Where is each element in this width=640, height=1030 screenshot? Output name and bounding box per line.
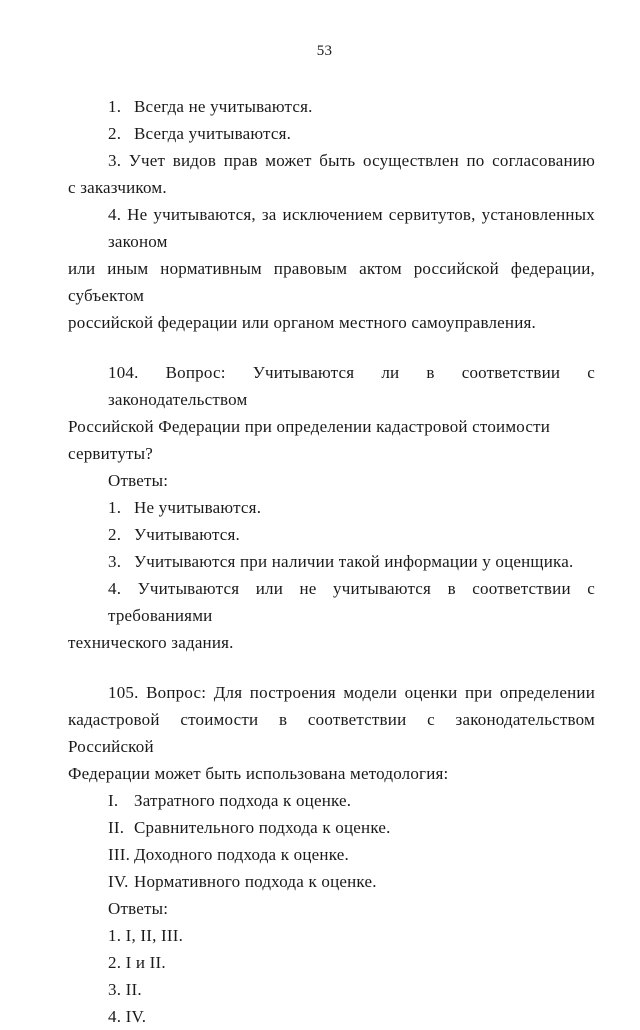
text-line: российской федерации или органом местного самоуправления.	[68, 313, 536, 332]
line-text: Всегда учитываются.	[134, 124, 292, 143]
line-text: Всегда не учитываются.	[134, 97, 313, 116]
text-line	[68, 787, 595, 814]
question-text-line: 104. Вопрос: Учитываются ли в соответствии с законодательством	[108, 363, 595, 409]
answers-label: Ответы:	[108, 899, 169, 918]
page-number: 53	[316, 43, 333, 59]
line-text: Сравнительного подхода к оценке.	[134, 818, 391, 837]
question-105-block	[68, 679, 595, 1030]
text-line	[68, 120, 595, 147]
list-marker: III.	[108, 845, 131, 864]
line-text: Нормативного подхода к оценке.	[134, 872, 377, 891]
text-line	[68, 521, 595, 548]
list-marker: 2.	[108, 525, 122, 544]
question-text-line: кадастровой стоимости в соответствии с законодательством Российской	[68, 710, 595, 756]
question-104-block	[68, 359, 595, 656]
text-line: 3. Учет видов прав может быть осуществлен по согласованию	[108, 151, 595, 170]
text-line	[68, 548, 595, 575]
line-text: Доходного подхода к оценке.	[134, 845, 349, 864]
text-line	[68, 841, 595, 868]
question-text-line: 105. Вопрос: Для построения модели оценки при определении	[108, 683, 595, 702]
list-marker: 1.	[108, 97, 122, 116]
list-marker: IV.	[108, 872, 129, 891]
list-marker: 3.	[108, 552, 122, 571]
text-line: 2. I и II.	[108, 953, 166, 972]
text-line	[68, 93, 595, 120]
list-marker: II.	[108, 818, 125, 837]
list-marker: 2.	[108, 124, 122, 143]
text-line: технического задания.	[68, 633, 234, 652]
text-line: 1. I, II, III.	[108, 926, 184, 945]
line-text: Учитываются при наличии такой информации у оценщика.	[134, 552, 574, 571]
line-text: Не учитываются.	[134, 498, 262, 517]
line-text: Затратного подхода к оценке.	[134, 791, 352, 810]
text-line: 4. Учитываются или не учитываются в соответствии с требованиями	[108, 579, 595, 625]
text-line	[68, 814, 595, 841]
answers-label: Ответы:	[108, 471, 169, 490]
line-text: Учитываются.	[134, 525, 241, 544]
question-text-line: Федерации может быть использована методология:	[68, 764, 449, 783]
text-line: 3. II.	[108, 980, 142, 999]
text-line: 4. IV.	[108, 1007, 147, 1026]
text-line: или иным нормативным правовым актом российской федерации, субъектом	[68, 259, 595, 305]
list-marker: 1.	[108, 498, 122, 517]
question-text-line: Российской Федерации при определении кадастровой стоимости сервитуты?	[68, 417, 551, 463]
text-line	[68, 494, 595, 521]
text-line	[68, 868, 595, 895]
prev-question-answers	[68, 93, 595, 336]
text-line: 4. Не учитываются, за исключением сервитутов, установленных законом	[108, 205, 595, 251]
text-line: с заказчиком.	[68, 178, 167, 197]
list-marker: I.	[108, 791, 119, 810]
